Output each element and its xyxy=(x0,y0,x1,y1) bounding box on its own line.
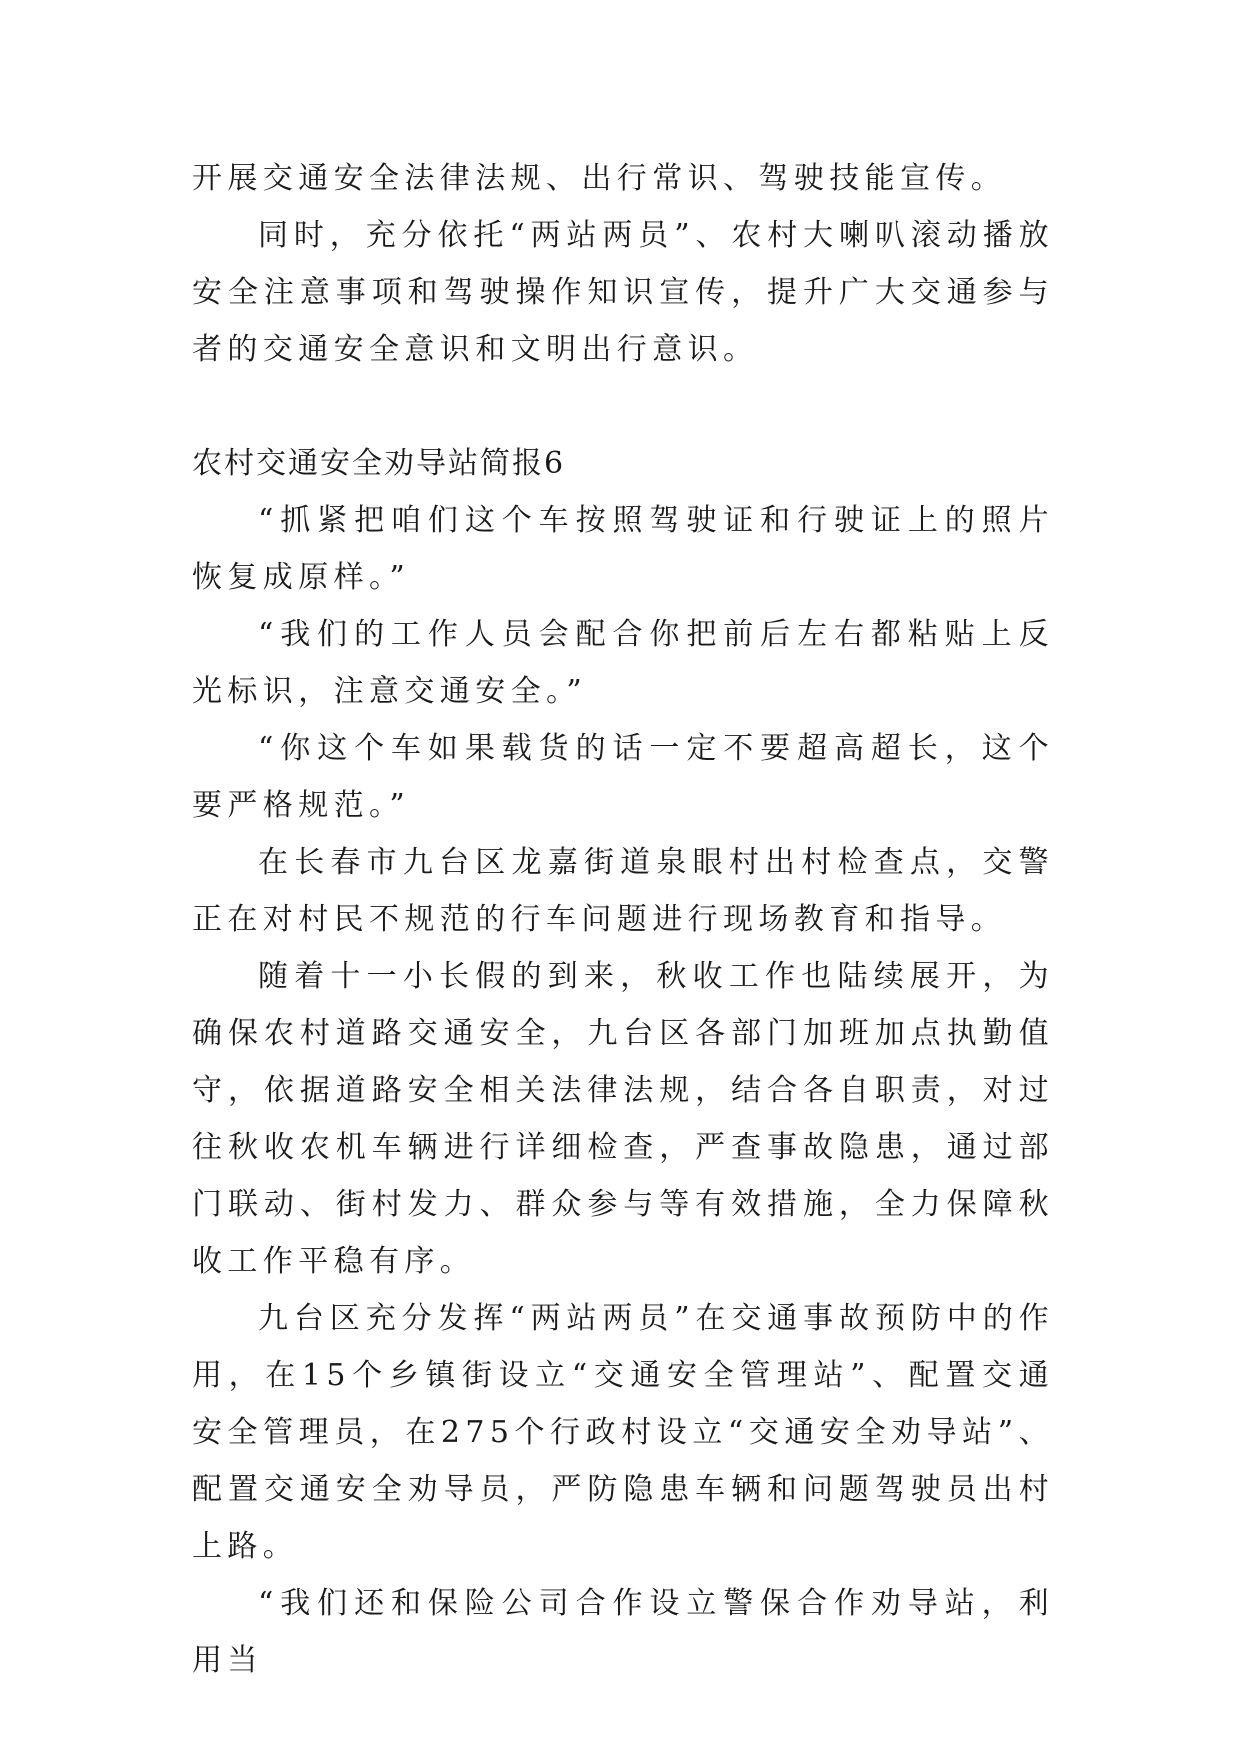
quote-paragraph: “你这个车如果载货的话一定不要超高超长，这个要严格规范。” xyxy=(192,731,1054,823)
document-body xyxy=(192,150,1054,1689)
paragraph-continuation: 开展交通安全法律法规、出行常识、驾驶技能宣传。 xyxy=(192,161,1007,196)
paragraph: 在长春市九台区龙嘉街道泉眼村出村检查点，交警正在对村民不规范的行车问题进行现场教育和指导。 xyxy=(192,845,1054,937)
section-heading: 农村交通安全劝导站简报6 xyxy=(192,446,566,481)
paragraph: 同时，充分依托“两站两员”、农村大喇叭滚动播放安全注意事项和驾驶操作知识宣传，提升广大交通参与者的交通安全意识和文明出行意识。 xyxy=(192,218,1054,367)
paragraph-truncated: “我们还和保险公司合作设立警保合作劝导站，利用当 xyxy=(192,1586,1054,1678)
quote-paragraph: “我们的工作人员会配合你把前后左右都粘贴上反光标识，注意交通安全。” xyxy=(192,617,1054,709)
paragraph: 随着十一小长假的到来，秋收工作也陆续展开，为确保农村道路交通安全，九台区各部门加班加点执勤值守，依据道路安全相关法律法规，结合各自职责，对过往秋收农机车辆进行详细检查，严查事故隐患，通过部门联动、街村发力、群众参与等有效措施，全力保障秋收工作平稳有序。 xyxy=(192,959,1054,1279)
quote-paragraph: “抓紧把咱们这个车按照驾驶证和行驶证上的照片恢复成原样。” xyxy=(192,503,1054,595)
paragraph: 九台区充分发挥“两站两员”在交通事故预防中的作用，在15个乡镇街设立“交通安全管理站”、配置交通安全管理员，在275个行政村设立“交通安全劝导站”、配置交通安全劝导员，严防隐患车辆和问题驾驶员出村上路。 xyxy=(192,1301,1054,1564)
